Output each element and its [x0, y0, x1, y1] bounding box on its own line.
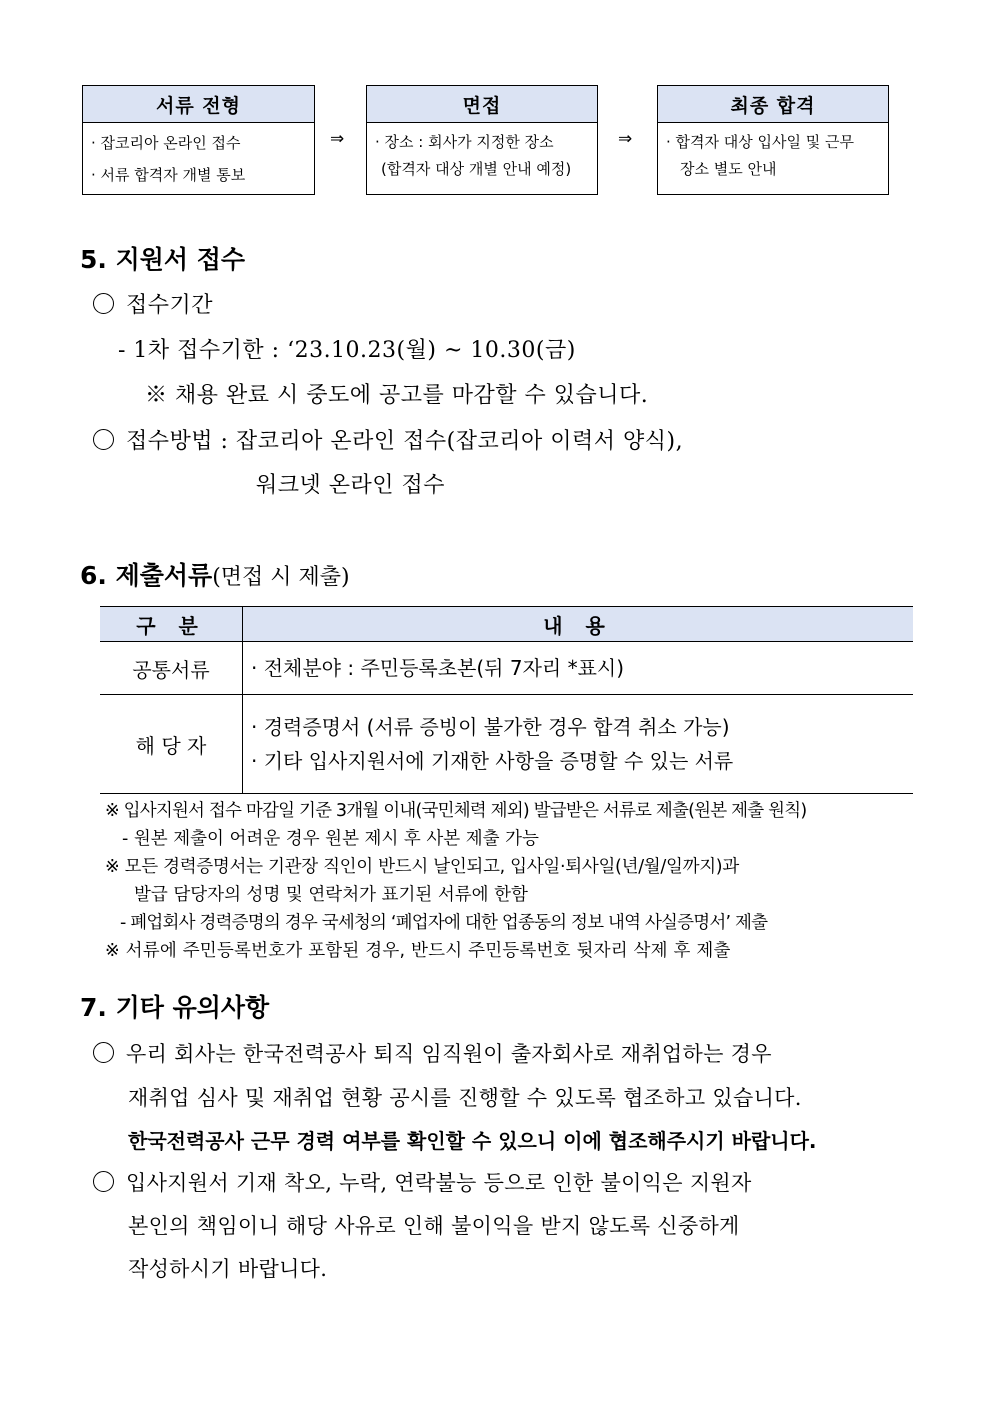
section-7-title: 7. 기타 유의사항 — [80, 993, 270, 1022]
process-step-title: 서류 전형 — [83, 86, 314, 123]
notice-1-line-2: 재취업 심사 및 재취업 현황 공시를 진행할 수 있도록 협조하고 있습니다. — [128, 1086, 802, 1110]
notice-1-line-3: 한국전력공사 근무 경력 여부를 확인할 수 있으니 이에 협조해주시기 바랍니다. — [128, 1129, 817, 1153]
table-cell-category: 공통서류 — [100, 642, 243, 695]
period-label: 접수기간 — [93, 288, 213, 319]
process-step-title: 최종 합격 — [658, 86, 888, 123]
right-arrow-icon: ⇒ — [618, 129, 633, 149]
process-step-document-screening — [82, 85, 315, 195]
notice-2-line-1: 입사지원서 기재 착오, 누락, 연락불능 등으로 인한 불이익은 지원자 — [93, 1167, 752, 1197]
method-line-1: 접수방법 : 잡코리아 온라인 접수(잡코리아 이력서 양식), — [93, 424, 683, 455]
process-step-line: (합격자 대상 개별 안내 예정) — [381, 160, 572, 178]
note-line: - 폐업회사 경력증명의 경우 국세청의 ‘폐업자에 대한 업종동의 정보 내역 사실증명서’ 제출 — [120, 913, 768, 933]
table-row — [100, 642, 913, 695]
process-step-line: · 장소 : 회사가 지정한 장소 — [375, 133, 554, 151]
notice-1-line-1: 우리 회사는 한국전력공사 퇴직 임직원이 출자회사로 재취업하는 경우 — [93, 1038, 772, 1068]
note-line: ※ 모든 경력증명서는 기관장 직인이 반드시 날인되고, 입사일·퇴사일(년/월/일까지)과 — [105, 857, 739, 877]
section-5-title: 5. 지원서 접수 — [80, 245, 246, 274]
circle-bullet-icon — [93, 293, 114, 314]
process-step-line: · 서류 합격자 개별 통보 — [91, 166, 246, 184]
method-line-2: 워크넷 온라인 접수 — [256, 473, 446, 498]
note-line: ※ 입사지원서 접수 마감일 기준 3개월 이내(국민체력 제외) 발급받은 서류로 제출(원본 제출 원칙) — [105, 801, 807, 821]
table-header-category: 구 분 — [100, 607, 243, 642]
section-6-subtitle: (면접 시 제출) — [212, 565, 350, 590]
notice-2-line-3: 작성하시기 바랍니다. — [128, 1257, 328, 1281]
circle-bullet-icon — [93, 1171, 114, 1192]
process-step-line: · 합격자 대상 입사일 및 근무 — [666, 133, 854, 151]
table-header-contents: 내 용 — [243, 607, 914, 642]
notice-2-line-2: 본인의 책임이니 해당 사유로 인해 불이익을 받지 않도록 신중하게 — [128, 1214, 740, 1238]
table-row — [100, 695, 913, 794]
documents-table — [100, 606, 913, 794]
circle-bullet-icon — [93, 1042, 114, 1063]
process-step-line: 장소 별도 안내 — [680, 160, 777, 178]
period-line: - 1차 접수기한 : ‘23.10.23(월) ~ 10.30(금) — [118, 338, 576, 363]
period-note: ※ 채용 완료 시 중도에 공고를 마감할 수 있습니다. — [145, 383, 649, 408]
process-step-line: · 잡코리아 온라인 접수 — [91, 134, 241, 152]
note-line: - 원본 제출이 어려운 경우 원본 제시 후 사본 제출 가능 — [122, 829, 539, 849]
circle-bullet-icon — [93, 429, 114, 450]
process-step-final-pass — [657, 85, 889, 195]
note-line: 발급 담당자의 성명 및 연락처가 표기된 서류에 한함 — [134, 885, 528, 905]
table-cell-category: 해 당 자 — [100, 695, 243, 794]
process-step-interview — [366, 85, 598, 195]
note-line: ※ 서류에 주민등록번호가 포함된 경우, 반드시 주민등록번호 뒷자리 삭제 후 제출 — [105, 941, 731, 961]
process-step-title: 면접 — [367, 86, 597, 123]
section-6-title: 6. 제출서류(면접 시 제출) — [80, 561, 350, 590]
table-cell-contents: · 전체분야 : 주민등록초본(뒤 7자리 *표시) — [243, 642, 914, 695]
table-cell-contents: · 경력증명서 (서류 증빙이 불가한 경우 합격 취소 가능) · 기타 입사지원서에 기재한 사항을 증명할 수 있는 서류 — [243, 695, 914, 794]
right-arrow-icon: ⇒ — [330, 129, 345, 149]
